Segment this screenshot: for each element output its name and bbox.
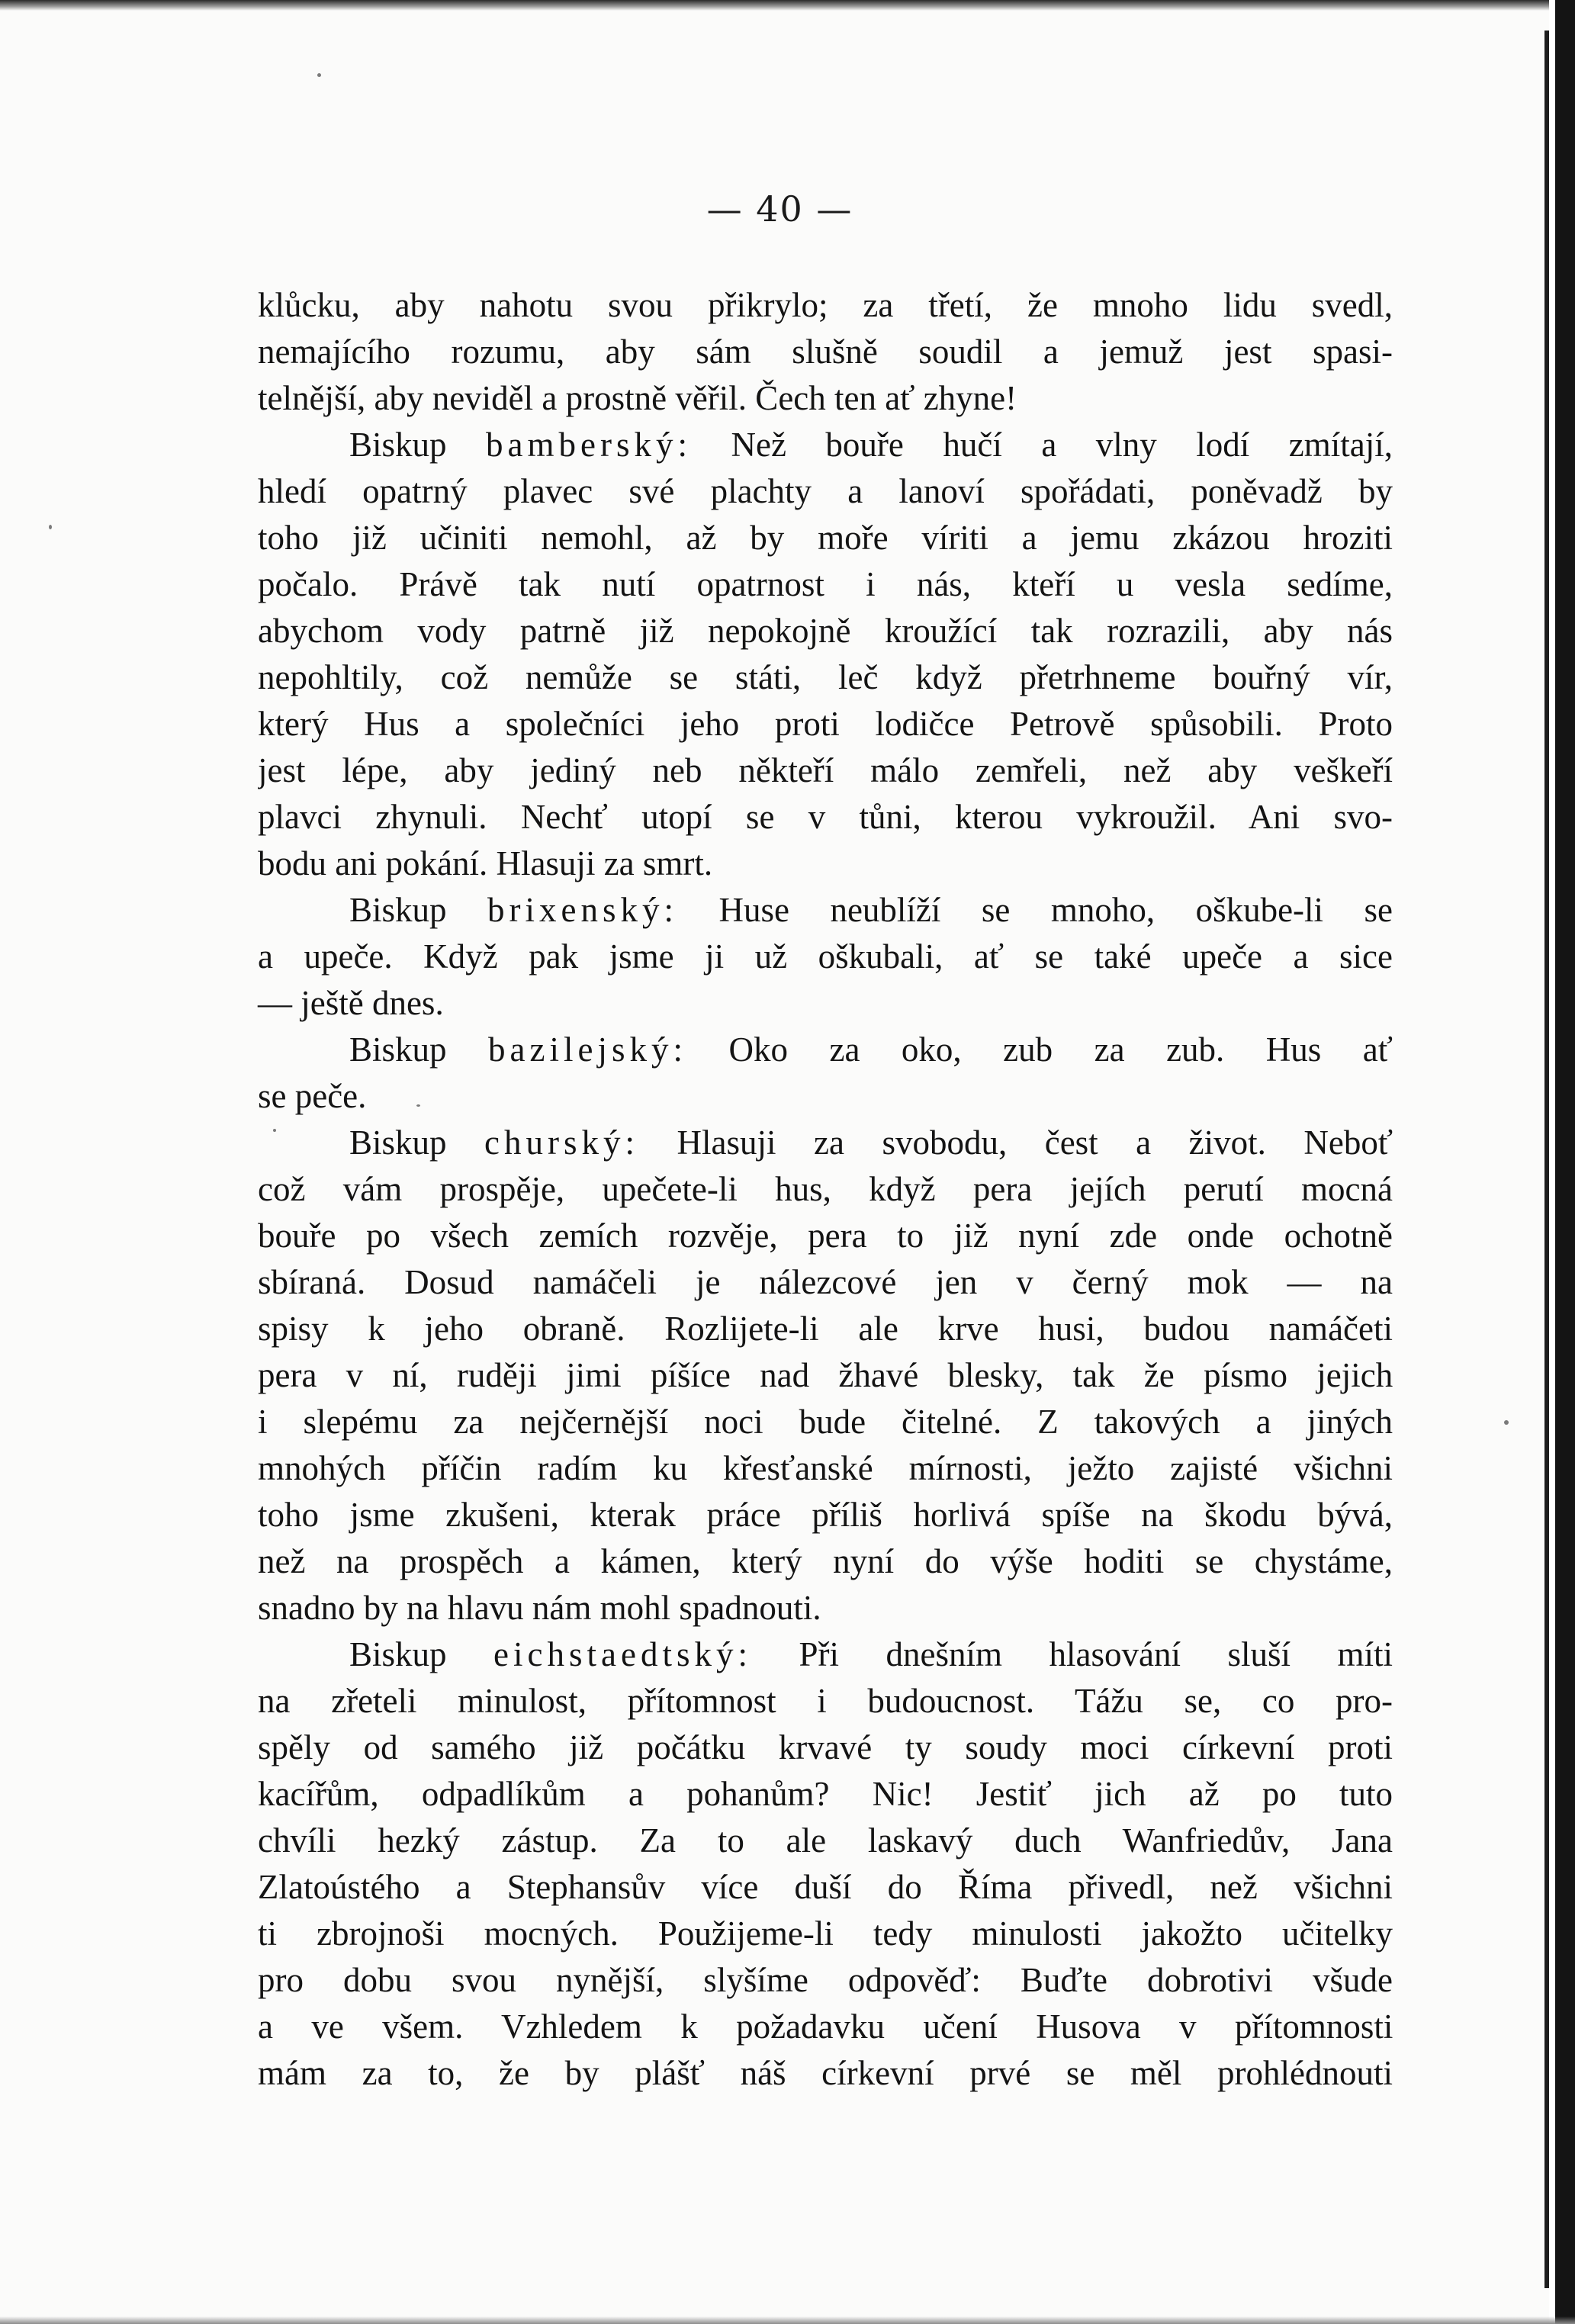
text-line: [258, 887, 1393, 934]
text-line: [258, 1027, 1393, 1073]
text-line: který Hus a společníci jeho proti lodičce Petrově spůsobili. Proto: [258, 705, 1393, 743]
text-line: pera v ní, ruději jimi píšíce nad žhavé blesky, tak že písmo jejich: [258, 1356, 1393, 1394]
text-line: [258, 422, 1393, 468]
speaker-name: bazilejský:: [488, 1030, 687, 1069]
speaker-name: eichstaedtský:: [493, 1635, 752, 1673]
text-line: spěly od samého již počátku krvavé ty soudy moci církevní proti: [258, 1728, 1393, 1766]
text-line: toho jsme zkušeni, kterak práce příliš horlivá spíše na škodu bývá,: [258, 1496, 1393, 1534]
text-line: — ještě dnes.: [258, 984, 444, 1022]
text-line: se peče.: [258, 1077, 367, 1115]
speech-text: Huse neublíží se mnoho, oškube-li se: [678, 891, 1393, 929]
speaker-title: Biskup: [349, 426, 487, 464]
text-line: snadno by na hlavu nám mohl spadnouti.: [258, 1589, 821, 1627]
text-line: spisy k jeho obraně. Rozlijete-li ale krve husi, budou namáčeti: [258, 1310, 1393, 1348]
text-line: a upeče. Když pak jsme ji už oškubali, ať se také upeče a sice: [258, 937, 1393, 976]
text-line: počalo. Právě tak nutí opatrnost i nás, kteří u vesla sedíme,: [258, 565, 1393, 603]
text-line: mám za to, že by plášť náš církevní prvé se měl prohlédnouti: [258, 2054, 1393, 2092]
paragraph: [258, 282, 1393, 422]
text-line: kacířům, odpadlíkům a pohanům? Nic! Jestiť jich až po tuto: [258, 1775, 1393, 1813]
speaker-title: Biskup: [349, 1030, 489, 1069]
speech-text: Při dnešním hlasování sluší míti: [751, 1635, 1393, 1673]
text-line: nepohltily, což nemůže se státi, leč když přetrhneme bouřný vír,: [258, 658, 1393, 696]
text-line: pro dobu svou nynější, slyšíme odpověď: Buďte dobrotivi všude: [258, 1961, 1393, 1999]
text-line: [258, 1631, 1393, 1678]
speaker-title: Biskup: [349, 891, 488, 929]
speech-text: Hlasuji za svobodu, čest a život. Neboť: [639, 1123, 1393, 1162]
text-line: bodu ani pokání. Hlasuji za smrt.: [258, 844, 713, 882]
scan-binding-gap: [1549, 0, 1555, 2324]
speaker-name: brixenský:: [487, 891, 678, 929]
text-line: než na prospěch a kámen, který nyní do výše hoditi se chystáme,: [258, 1542, 1393, 1580]
text-line: telnější, aby neviděl a prostně věřil. Čech ten ať zhyne!: [258, 379, 1017, 417]
paragraph: [258, 422, 1393, 887]
speech-text: Oko za oko, zub za zub. Hus ať: [686, 1030, 1393, 1069]
speaker-name: churský:: [484, 1123, 640, 1162]
text-line: ti zbrojnoši mocných. Použijeme-li tedy minulosti jakožto učitelky: [258, 1914, 1393, 1953]
text-line: chvíli hezký zástup. Za to ale laskavý duch Wanfriedův, Jana: [258, 1821, 1393, 1860]
speech-text: Než bouře hučí a vlny lodí zmítají,: [691, 426, 1393, 464]
speaker-title: Biskup: [349, 1635, 494, 1673]
text-line: klůcku, aby nahotu svou přikrylo; za třetí, že mnoho lidu svedl,: [258, 286, 1393, 324]
text-line: sbíraná. Dosud namáčeli je nálezcové jen v černý mok — na: [258, 1263, 1393, 1301]
text-line: toho již učiniti nemohl, až by moře víriti a jemu zkázou hroziti: [258, 519, 1393, 557]
page-number: — 40 —: [706, 188, 853, 230]
scan-speck: [49, 525, 52, 529]
text-line: hledí opatrný plavec své plachty a lanoví spořádati, poněvadž by: [258, 472, 1393, 510]
scan-right-edge: [1555, 0, 1575, 2324]
paragraph: [258, 1631, 1393, 2097]
text-line: Zlatoústého a Stephansův více duší do Říma přivedl, než všichni: [258, 1868, 1393, 1906]
text-line: i slepému za nejčernější noci bude čitelné. Z takových a jiných: [258, 1403, 1393, 1441]
paragraph: [258, 1027, 1393, 1120]
text-line: na zřeteli minulost, přítomnost i budoucnost. Tážu se, co pro-: [258, 1682, 1393, 1720]
text-line: jest lépe, aby jediný neb někteří málo zemřeli, než aby veškeří: [258, 751, 1393, 789]
text-line: abychom vody patrně již nepokojně kroužící tak rozrazili, aby nás: [258, 612, 1393, 650]
scan-speck: [317, 73, 321, 77]
text-line: plavci zhynuli. Nechť utopí se v tůni, kterou vykroužil. Ani svo-: [258, 798, 1393, 836]
speaker-title: Biskup: [349, 1123, 485, 1162]
scan-speck: [1504, 1420, 1509, 1425]
text-line: [258, 1120, 1393, 1166]
text-line: bouře po všech zemích rozvěje, pera to již nyní zde onde ochotně: [258, 1217, 1393, 1255]
speaker-name: bamberský:: [486, 426, 692, 464]
text-line: nemajícího rozumu, aby sám slušně soudil a jemuž jest spasi-: [258, 333, 1393, 371]
text-line: mnohých příčin radím ku křesťanské mírnosti, ježto zajisté všichni: [258, 1449, 1393, 1487]
scan-top-edge: [0, 0, 1575, 11]
scan-bottom-edge: [0, 2316, 1575, 2324]
text-line: a ve všem. Vzhledem k požadavku učení Husova v přítomnosti: [258, 2007, 1393, 2046]
paragraph: [258, 1120, 1393, 1631]
text-line: což vám prospěje, upečete-li hus, když pera jejích perutí mocná: [258, 1170, 1393, 1208]
paragraph: [258, 887, 1393, 1027]
body-text: [258, 282, 1393, 2097]
